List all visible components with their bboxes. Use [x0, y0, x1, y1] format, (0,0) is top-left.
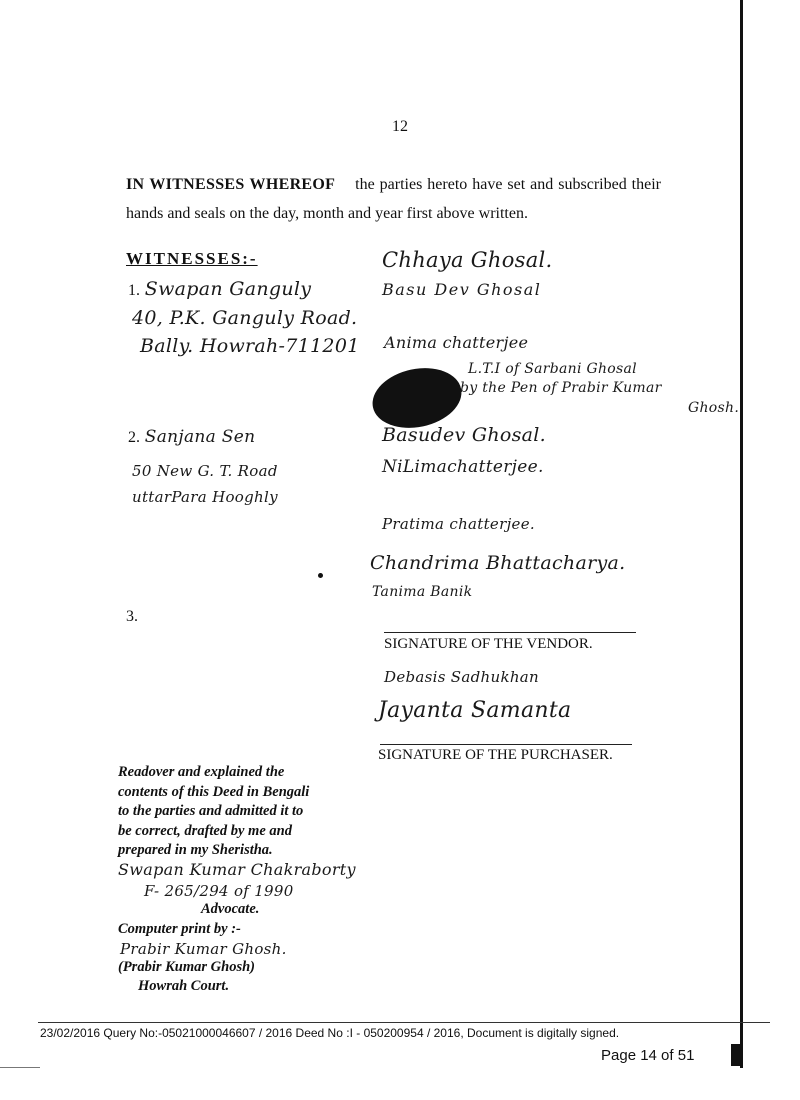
- witness-3-number: 3.: [126, 608, 138, 625]
- witness-1-number: 1.: [128, 282, 140, 299]
- vendor-signature-5: NiLimachatterjee.: [382, 457, 544, 477]
- printer-court: Howrah Court.: [138, 978, 230, 994]
- printer-signature: Prabir Kumar Ghosh.: [120, 940, 287, 958]
- drafting-note: [118, 763, 378, 861]
- footer-rule: [38, 1022, 770, 1023]
- lti-note-line-3: Ghosh.: [688, 400, 740, 416]
- note-line-1: Readover and explained the: [118, 764, 285, 780]
- vendor-signature-2: Basu Dev Ghosal: [382, 280, 542, 299]
- witness-1: [128, 278, 311, 301]
- witness-2-number: 2.: [128, 429, 140, 446]
- lti-note-line-2: by the Pen of Prabir Kumar: [460, 380, 662, 396]
- right-margin-rule: [740, 0, 743, 1068]
- advocate-title: Advocate.: [201, 901, 260, 917]
- witness-2: [128, 426, 255, 448]
- advocate-registration: F- 265/294 of 1990: [144, 882, 294, 900]
- note-line-5: prepared in my Sheristha.: [118, 842, 273, 858]
- purchaser-signature-2: Jayanta Samanta: [378, 698, 572, 723]
- footer-short-rule: [0, 1067, 40, 1068]
- note-line-4: be correct, drafted by me and: [118, 822, 292, 839]
- witness-1-name: Swapan Ganguly: [144, 278, 312, 300]
- witness-1-address-1: 40, P.K. Ganguly Road.: [132, 307, 358, 329]
- printer-name: (Prabir Kumar Ghosh): [118, 959, 255, 975]
- purchaser-caption: SIGNATURE OF THE PURCHASER.: [378, 747, 613, 763]
- witness-2-address-1: 50 New G. T. Road: [132, 462, 278, 480]
- witness-1-address-2: Bally. Howrah-711201: [140, 335, 360, 357]
- witnesses-heading: WITNESSES:-: [126, 249, 258, 268]
- vendor-signature-4: Basudev Ghosal.: [382, 424, 547, 446]
- advocate-signature: Swapan Kumar Chakraborty: [118, 860, 356, 879]
- computer-print-label: Computer print by :-: [118, 921, 241, 937]
- witness-2-address-2: uttarPara Hooghly: [132, 488, 278, 506]
- clause-body: the parties hereto have set and subscribed their hands and seals on the day, month and year first above written.: [126, 176, 661, 222]
- vendor-signature-7: Chandrima Bhattacharya.: [370, 552, 626, 574]
- clause-heading: IN WITNESSES WHEREOF: [126, 176, 336, 193]
- page-number: 12: [392, 118, 408, 135]
- note-line-3: to the parties and admitted it to: [118, 803, 304, 819]
- witness-2-name: Sanjana Sen: [144, 427, 256, 447]
- vendor-signature-6: Pratima chatterjee.: [382, 515, 535, 533]
- witness-clause: [126, 170, 661, 228]
- ink-dot: [318, 573, 323, 578]
- purchaser-signature-1: Debasis Sadhukhan: [384, 668, 540, 686]
- vendor-signature-8: Tanima Banik: [372, 584, 473, 600]
- footer-query-line: 23/02/2016 Query No:-05021000046607 / 2016 Deed No :I - 050200954 / 2016, Document is digitally signed.: [40, 1026, 620, 1040]
- lti-note-line-1: L.T.I of Sarbani Ghosal: [468, 361, 637, 377]
- vendor-signature-1: Chhaya Ghosal.: [382, 248, 553, 272]
- purchaser-signature-rule: [380, 744, 632, 745]
- vendor-signature-3: Anima chatterjee: [384, 333, 529, 352]
- note-line-2: contents of this Deed in Bengali: [118, 783, 310, 800]
- vendor-signature-rule: [384, 632, 636, 633]
- page-edge-mark: [731, 1044, 741, 1066]
- page-of-label: Page 14 of 51: [601, 1047, 695, 1064]
- vendor-caption: SIGNATURE OF THE VENDOR.: [384, 636, 593, 652]
